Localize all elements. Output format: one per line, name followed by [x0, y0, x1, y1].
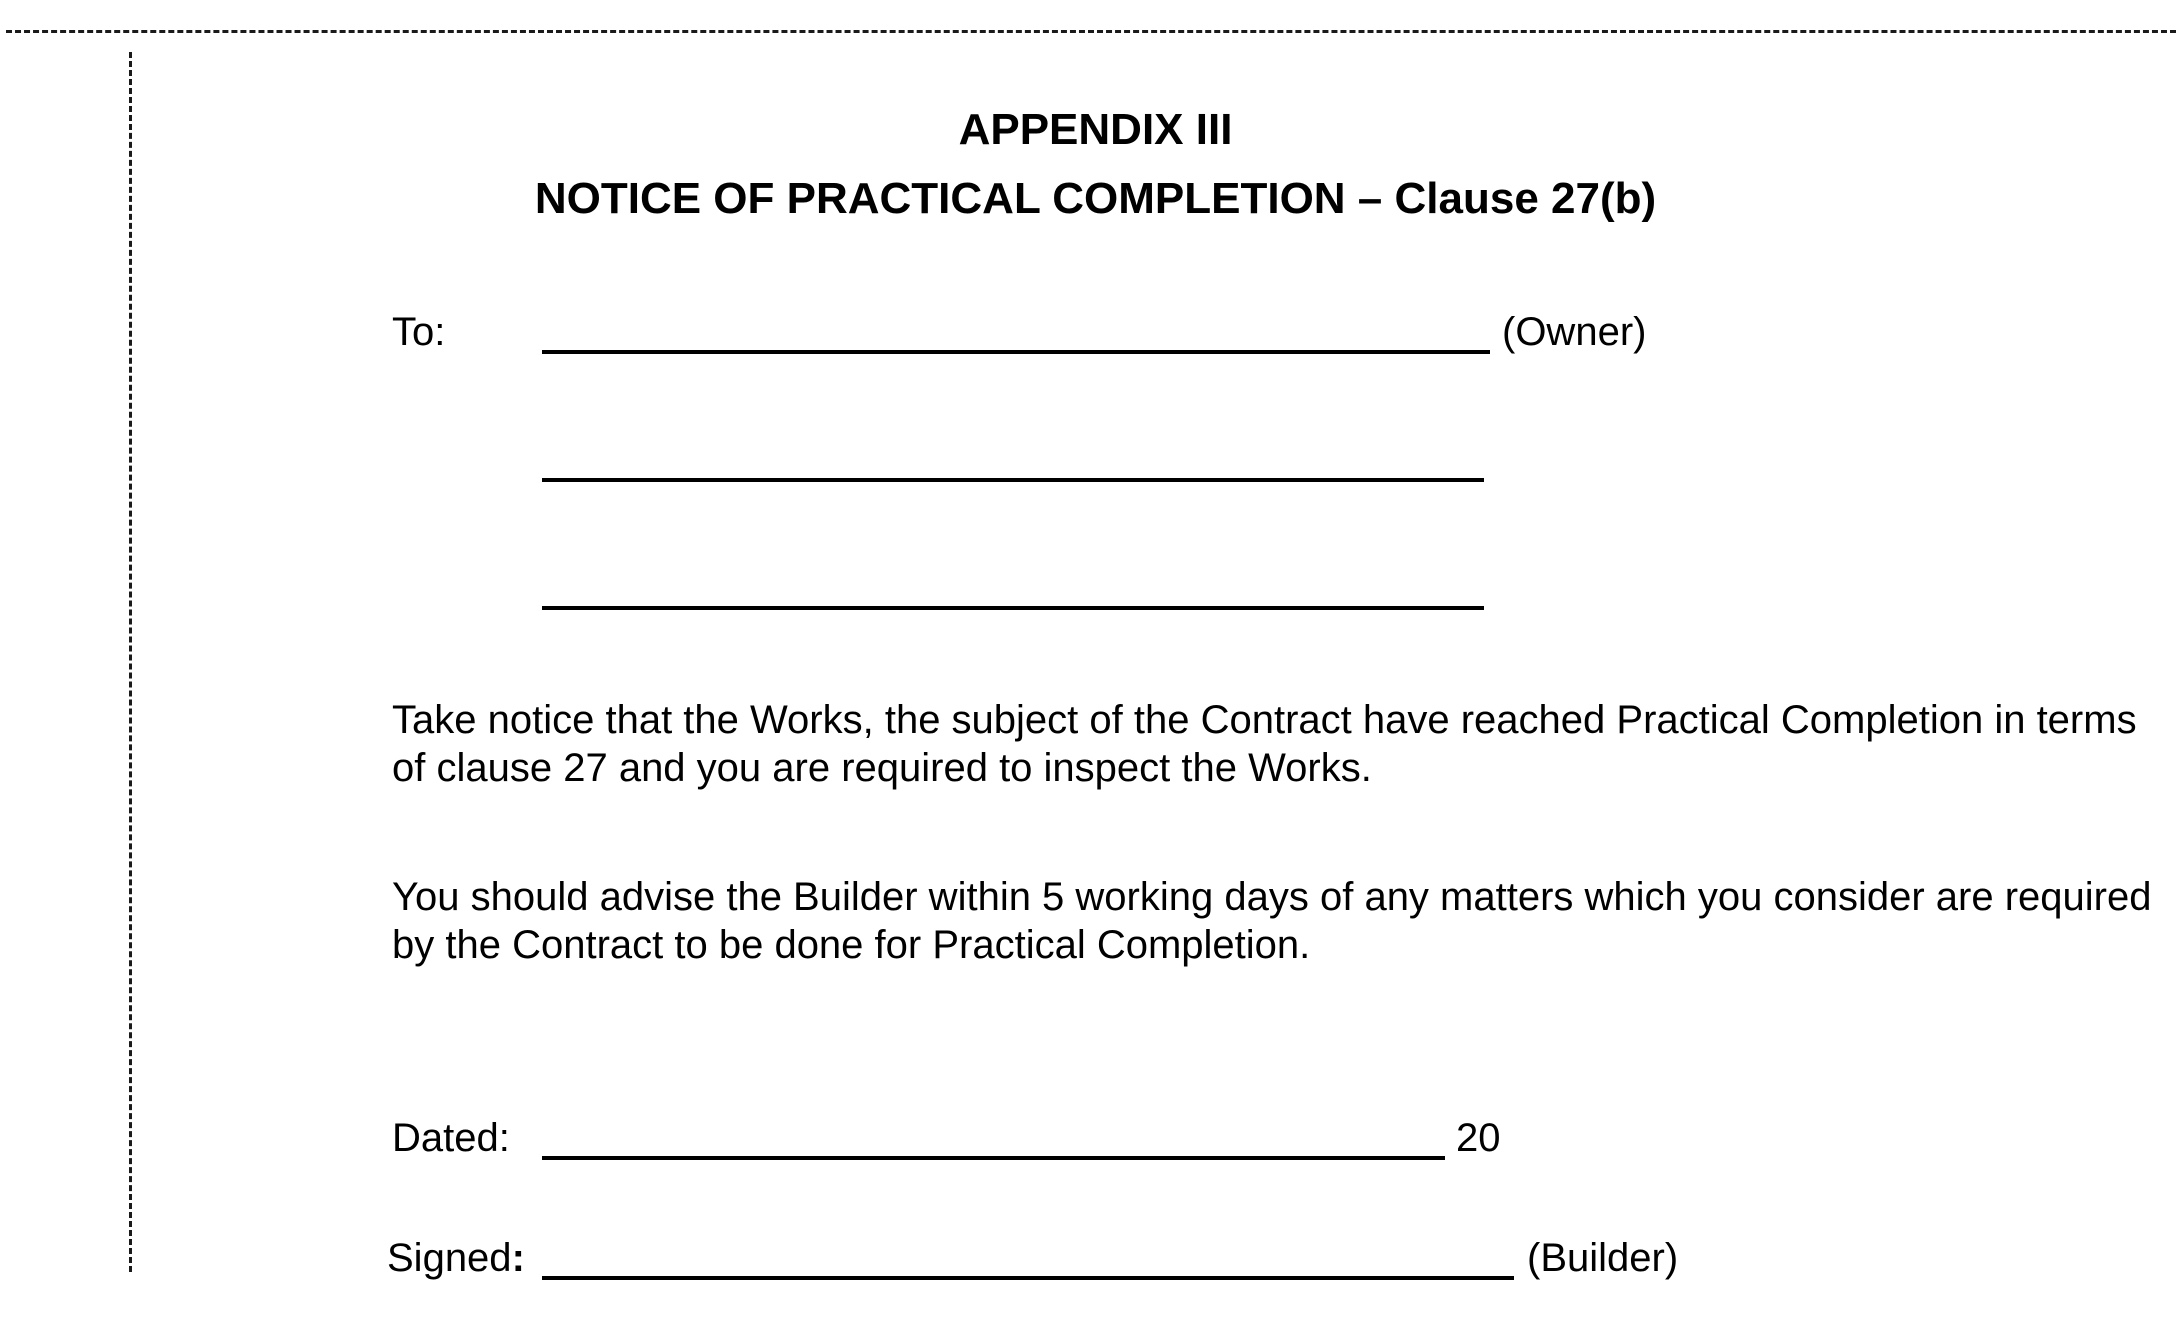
builder-suffix: (Builder) [1527, 1236, 1679, 1280]
signed-colon: : [511, 1236, 525, 1280]
date-line[interactable] [542, 1156, 1445, 1160]
owner-address-line-1[interactable] [542, 478, 1484, 482]
to-label: To: [392, 310, 446, 354]
owner-name-line[interactable] [542, 350, 1490, 354]
signature-line[interactable] [542, 1276, 1514, 1280]
cut-line-left [129, 52, 132, 1272]
signed-label [387, 1234, 525, 1282]
notice-paragraph-2: You should advise the Builder within 5 working days of any matters which you consider are required by the Contract to be done for Practical Completion. [392, 875, 2152, 967]
notice-paragraph-1: Take notice that the Works, the subject of the Contract have reached Practical Completion in terms of clause 27 and you are required to inspect the Works. [392, 698, 2137, 790]
dated-label: Dated: [392, 1116, 510, 1160]
notice-title: NOTICE OF PRACTICAL COMPLETION – Clause 27(b) [534, 174, 1657, 223]
owner-suffix: (Owner) [1502, 310, 1647, 354]
owner-address-line-2[interactable] [542, 606, 1484, 610]
cut-line-top [6, 30, 2176, 33]
appendix-title: APPENDIX III [958, 105, 1233, 154]
year-prefix: 20 [1456, 1116, 1501, 1160]
signed-label-text: Signed [387, 1236, 512, 1280]
